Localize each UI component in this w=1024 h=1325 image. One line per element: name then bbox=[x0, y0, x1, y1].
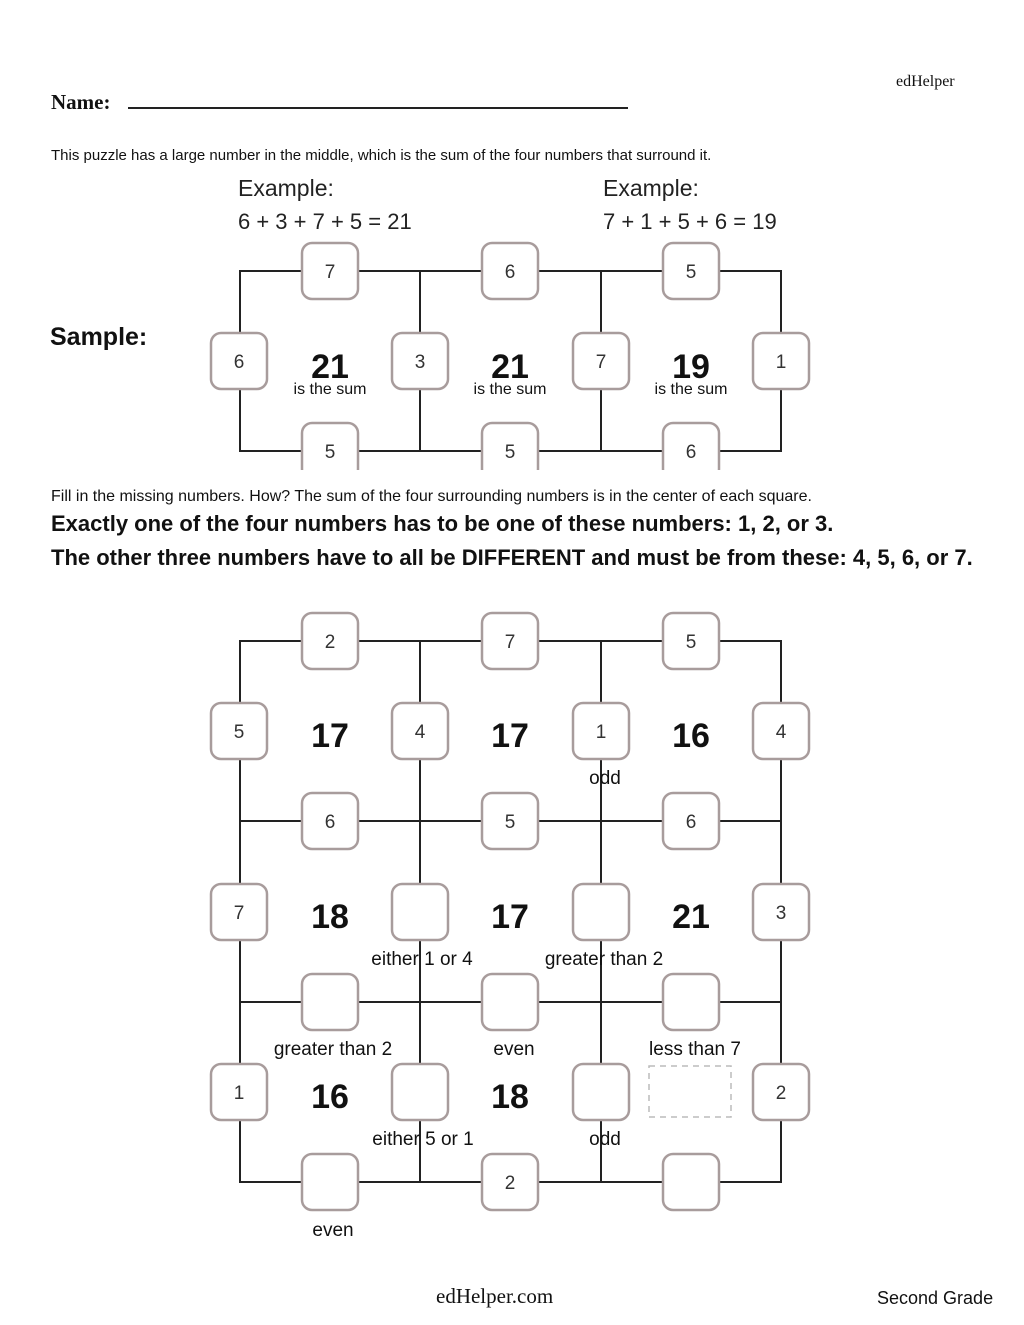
puzzle-hbox-r3-c1[interactable] bbox=[302, 974, 358, 1030]
sample-top-box-2 bbox=[482, 243, 538, 299]
puzzle-hbox-r4-c1[interactable] bbox=[302, 1154, 358, 1210]
sample-bottom-box-2 bbox=[482, 423, 538, 470]
sample-side-box-3 bbox=[573, 333, 629, 389]
puzzle-sum-r3-c1: 16 bbox=[311, 1078, 349, 1116]
sample-side-box-1-value: 6 bbox=[233, 352, 245, 373]
sample-diagram bbox=[0, 0, 1024, 470]
puzzle-vbox-r1-c3-value: 1 bbox=[595, 722, 607, 743]
puzzle-sum-r1-c3: 16 bbox=[672, 717, 710, 755]
example-equation-1: 6 + 3 + 7 + 5 = 21 bbox=[238, 209, 412, 234]
puzzle-hbox-r2-c1-value: 6 bbox=[324, 812, 336, 833]
sample-sum-caption-2: is the sum bbox=[473, 381, 547, 398]
footer-grade: Second Grade bbox=[877, 1288, 994, 1308]
hint-odd-2: odd bbox=[589, 1129, 621, 1150]
sample-bottom-box-3-value: 6 bbox=[685, 442, 697, 463]
sample-sum-1: 21 bbox=[311, 348, 349, 386]
puzzle-hbox-r1-c3 bbox=[663, 613, 719, 669]
instructions-line-2: Exactly one of the four numbers has to be one of these numbers: 1, 2, or 3. bbox=[51, 511, 834, 536]
puzzle-vbox-r2-c1-value: 7 bbox=[233, 903, 245, 924]
puzzle-vbox-r1-c2-value: 4 bbox=[414, 722, 426, 743]
instructions-line-3: The other three numbers have to all be DIFFERENT and must be from these: 4, 5, 6, or 7. bbox=[51, 545, 973, 570]
puzzle-hbox-r1-c2-value: 7 bbox=[504, 632, 516, 653]
sample-top-box-2-value: 6 bbox=[504, 262, 516, 283]
puzzle-vbox-r3-c2[interactable] bbox=[392, 1064, 448, 1120]
sample-top-box-1-value: 7 bbox=[324, 262, 336, 283]
puzzle-sum-r2-c2: 17 bbox=[491, 898, 529, 936]
puzzle-sum-r2-c1: 18 bbox=[311, 898, 349, 936]
puzzle-sum-r1-c1: 17 bbox=[311, 717, 349, 755]
puzzle-hbox-r4-c3[interactable] bbox=[663, 1154, 719, 1210]
puzzle-vbox-r3-c4 bbox=[753, 1064, 809, 1120]
puzzle-vbox-r1-c2 bbox=[392, 703, 448, 759]
sample-bottom-box-3 bbox=[663, 423, 719, 470]
puzzle-vbox-r2-c4 bbox=[753, 884, 809, 940]
instructions-line-1: Fill in the missing numbers. How? The sum of the four surrounding numbers is in the center of each square. bbox=[51, 488, 812, 505]
name-label: Name: bbox=[51, 90, 111, 114]
sample-top-box-1 bbox=[302, 243, 358, 299]
puzzle-hbox-r2-c3 bbox=[663, 793, 719, 849]
puzzle-vbox-r1-c1 bbox=[211, 703, 267, 759]
hint-even-2: even bbox=[312, 1220, 354, 1241]
puzzle-vbox-r2-c1 bbox=[211, 884, 267, 940]
puzzle-hbox-r2-c2 bbox=[482, 793, 538, 849]
sample-sum-3: 19 bbox=[672, 348, 710, 386]
footer-brand: edHelper.com bbox=[436, 1284, 554, 1308]
sample-top-box-3-value: 5 bbox=[685, 262, 697, 283]
puzzle-hbox-r1-c2 bbox=[482, 613, 538, 669]
puzzle-sum-r2-c3: 21 bbox=[672, 898, 710, 936]
puzzle-hbox-r1-c1 bbox=[302, 613, 358, 669]
puzzle-sum-r3-c2: 18 bbox=[491, 1078, 529, 1116]
brand-label: edHelper bbox=[896, 73, 955, 90]
sample-sum-caption-3: is the sum bbox=[654, 381, 728, 398]
sample-side-box-2-value: 3 bbox=[414, 352, 426, 373]
sample-side-box-1 bbox=[211, 333, 267, 389]
sample-label: Sample: bbox=[50, 323, 148, 351]
hint-even-1: even bbox=[493, 1039, 535, 1060]
puzzle-sum-r1-c2: 17 bbox=[491, 717, 529, 755]
puzzle-hbox-r3-c3[interactable] bbox=[663, 974, 719, 1030]
puzzle-vbox-r3-c4-value: 2 bbox=[775, 1083, 787, 1104]
sample-bottom-box-2-value: 5 bbox=[504, 442, 516, 463]
puzzle-vbox-r2-c4-value: 3 bbox=[775, 903, 787, 924]
puzzle-hbox-r2-c2-value: 5 bbox=[504, 812, 516, 833]
sample-side-box-4-value: 1 bbox=[775, 352, 787, 373]
puzzle-hbox-r2-c1 bbox=[302, 793, 358, 849]
puzzle-hbox-r3-c2[interactable] bbox=[482, 974, 538, 1030]
example-title-2: Example: bbox=[603, 175, 699, 201]
hint-either-1-or-4: either 1 or 4 bbox=[371, 949, 473, 970]
puzzle-vbox-r2-c3[interactable] bbox=[573, 884, 629, 940]
hint-greater-than-2-b: greater than 2 bbox=[273, 1039, 393, 1060]
example-equation-2: 7 + 1 + 5 + 6 = 19 bbox=[603, 209, 777, 234]
intro-text: This puzzle has a large number in the middle, which is the sum of the four numbers that surround it. bbox=[51, 147, 712, 164]
puzzle-hbox-r1-c1-value: 2 bbox=[324, 632, 336, 653]
hint-either-5-or-1: either 5 or 1 bbox=[372, 1129, 474, 1150]
example-title-1: Example: bbox=[238, 175, 334, 201]
sample-bottom-box-1 bbox=[302, 423, 358, 470]
dashed-answer-box bbox=[649, 1066, 731, 1117]
sample-sum-2: 21 bbox=[491, 348, 529, 386]
puzzle-vbox-r3-c3[interactable] bbox=[573, 1064, 629, 1120]
puzzle-hbox-r4-c2-value: 2 bbox=[504, 1173, 516, 1194]
puzzle-hbox-r1-c3-value: 5 bbox=[685, 632, 697, 653]
puzzle-vbox-r3-c1-value: 1 bbox=[233, 1083, 245, 1104]
puzzle-hbox-r2-c3-value: 6 bbox=[685, 812, 697, 833]
puzzle-vbox-r1-c4-value: 4 bbox=[775, 722, 787, 743]
sample-bottom-box-1-value: 5 bbox=[324, 442, 336, 463]
sample-sum-caption-1: is the sum bbox=[293, 381, 367, 398]
puzzle-vbox-r1-c1-value: 5 bbox=[233, 722, 245, 743]
puzzle-hbox-r4-c2 bbox=[482, 1154, 538, 1210]
puzzle-vbox-r1-c3 bbox=[573, 703, 629, 759]
puzzle-vbox-r1-c4 bbox=[753, 703, 809, 759]
hint-greater-than-2-a: greater than 2 bbox=[544, 949, 664, 970]
hint-odd-1: odd bbox=[589, 768, 621, 789]
hint-less-than-7: less than 7 bbox=[649, 1039, 741, 1060]
sample-top-box-3 bbox=[663, 243, 719, 299]
puzzle-diagram bbox=[0, 600, 1024, 1260]
puzzle-vbox-r3-c1 bbox=[211, 1064, 267, 1120]
sample-side-box-4 bbox=[753, 333, 809, 389]
puzzle-vbox-r2-c2[interactable] bbox=[392, 884, 448, 940]
sample-side-box-2 bbox=[392, 333, 448, 389]
sample-side-box-3-value: 7 bbox=[595, 352, 607, 373]
